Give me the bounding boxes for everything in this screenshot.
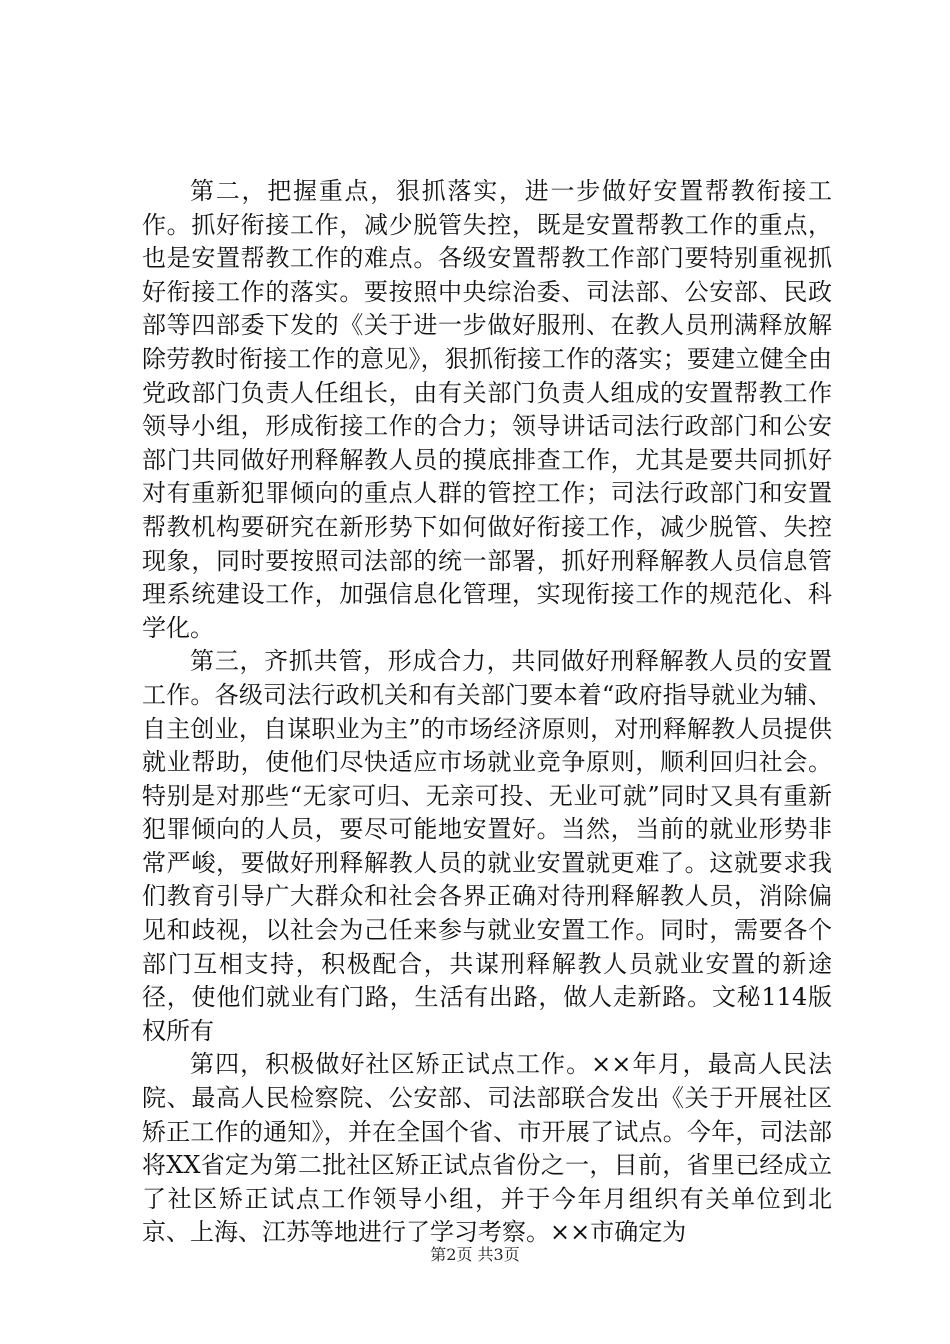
paragraph-second-point: 第二，把握重点，狠抓落实，进一步做好安置帮教衔接工作。抓好衔接工作，减少脱管失控，既是安置帮教工作的重点，也是安置帮教工作的难点。各级安置帮教工作部门要特别重视抓好衔接工作的落实。要按照中央综治委、司法部、公安部、民政部等四部委下发的《关于进一步做好服刑、在教人员刑满释放解除劳教时衔接工作的意见》，狠抓衔接工作的落实；要建立健全由党政部门负责人任组长，由有关部门负责人组成的安置帮教工作领导小组，形成衔接工作的合力；领导讲话司法行政部门和公安部门共同做好刑释解教人员的摸底排查工作，尤其是要共同抓好对有重新犯罪倾向的重点人群的管控工作；司法行政部门和安置帮教机构要研究在新形势下如何做好衔接工作，减少脱管、失控现象，同时要按照司法部的统一部署，抓好刑释解教人员信息管理系统建设工作，加强信息化管理，实现衔接工作的规范化、科学化。	[142, 177, 832, 642]
document-body	[142, 175, 832, 1250]
paragraph-third-point: 第三，齐抓共管，形成合力，共同做好刑释解教人员的安置工作。各级司法行政机关和有关部门要本着“政府指导就业为辅、自主创业，自谋职业为主”的市场经济原则，对刑释解教人员提供就业帮助，使他们尽快适应市场就业竞争原则，顺利回归社会。特别是对那些“无家可归、无亲可投、无业可就”同时又具有重新犯罪倾向的人员，要尽可能地安置好。当然，当前的就业形势非常严峻，要做好刑释解教人员的就业安置就更难了。这就要求我们教育引导广大群众和社会各界正确对待刑释解教人员，消除偏见和歧视，以社会为己任来参与就业安置工作。同时，需要各个部门互相支持，积极配合，共谋刑释解教人员就业安置的新途径，使他们就业有门路，生活有出路，做人走新路。文秘114版权所有	[142, 647, 832, 1045]
paragraph-fourth-point: 第四，积极做好社区矫正试点工作。××年月，最高人民法院、最高人民检察院、公安部、司法部联合发出《关于开展社区矫正工作的通知》，并在全国个省、市开展了试点。今年，司法部将XX省定为第二批社区矫正试点省份之一，目前，省里已经成立了社区矫正试点工作领导小组，并于今年月组织有关单位到北京、上海、江苏等地进行了学习考察。××市确定为	[142, 1050, 832, 1247]
page-number-label: 第2页 共3页	[430, 1245, 520, 1264]
page-footer	[0, 1245, 950, 1265]
